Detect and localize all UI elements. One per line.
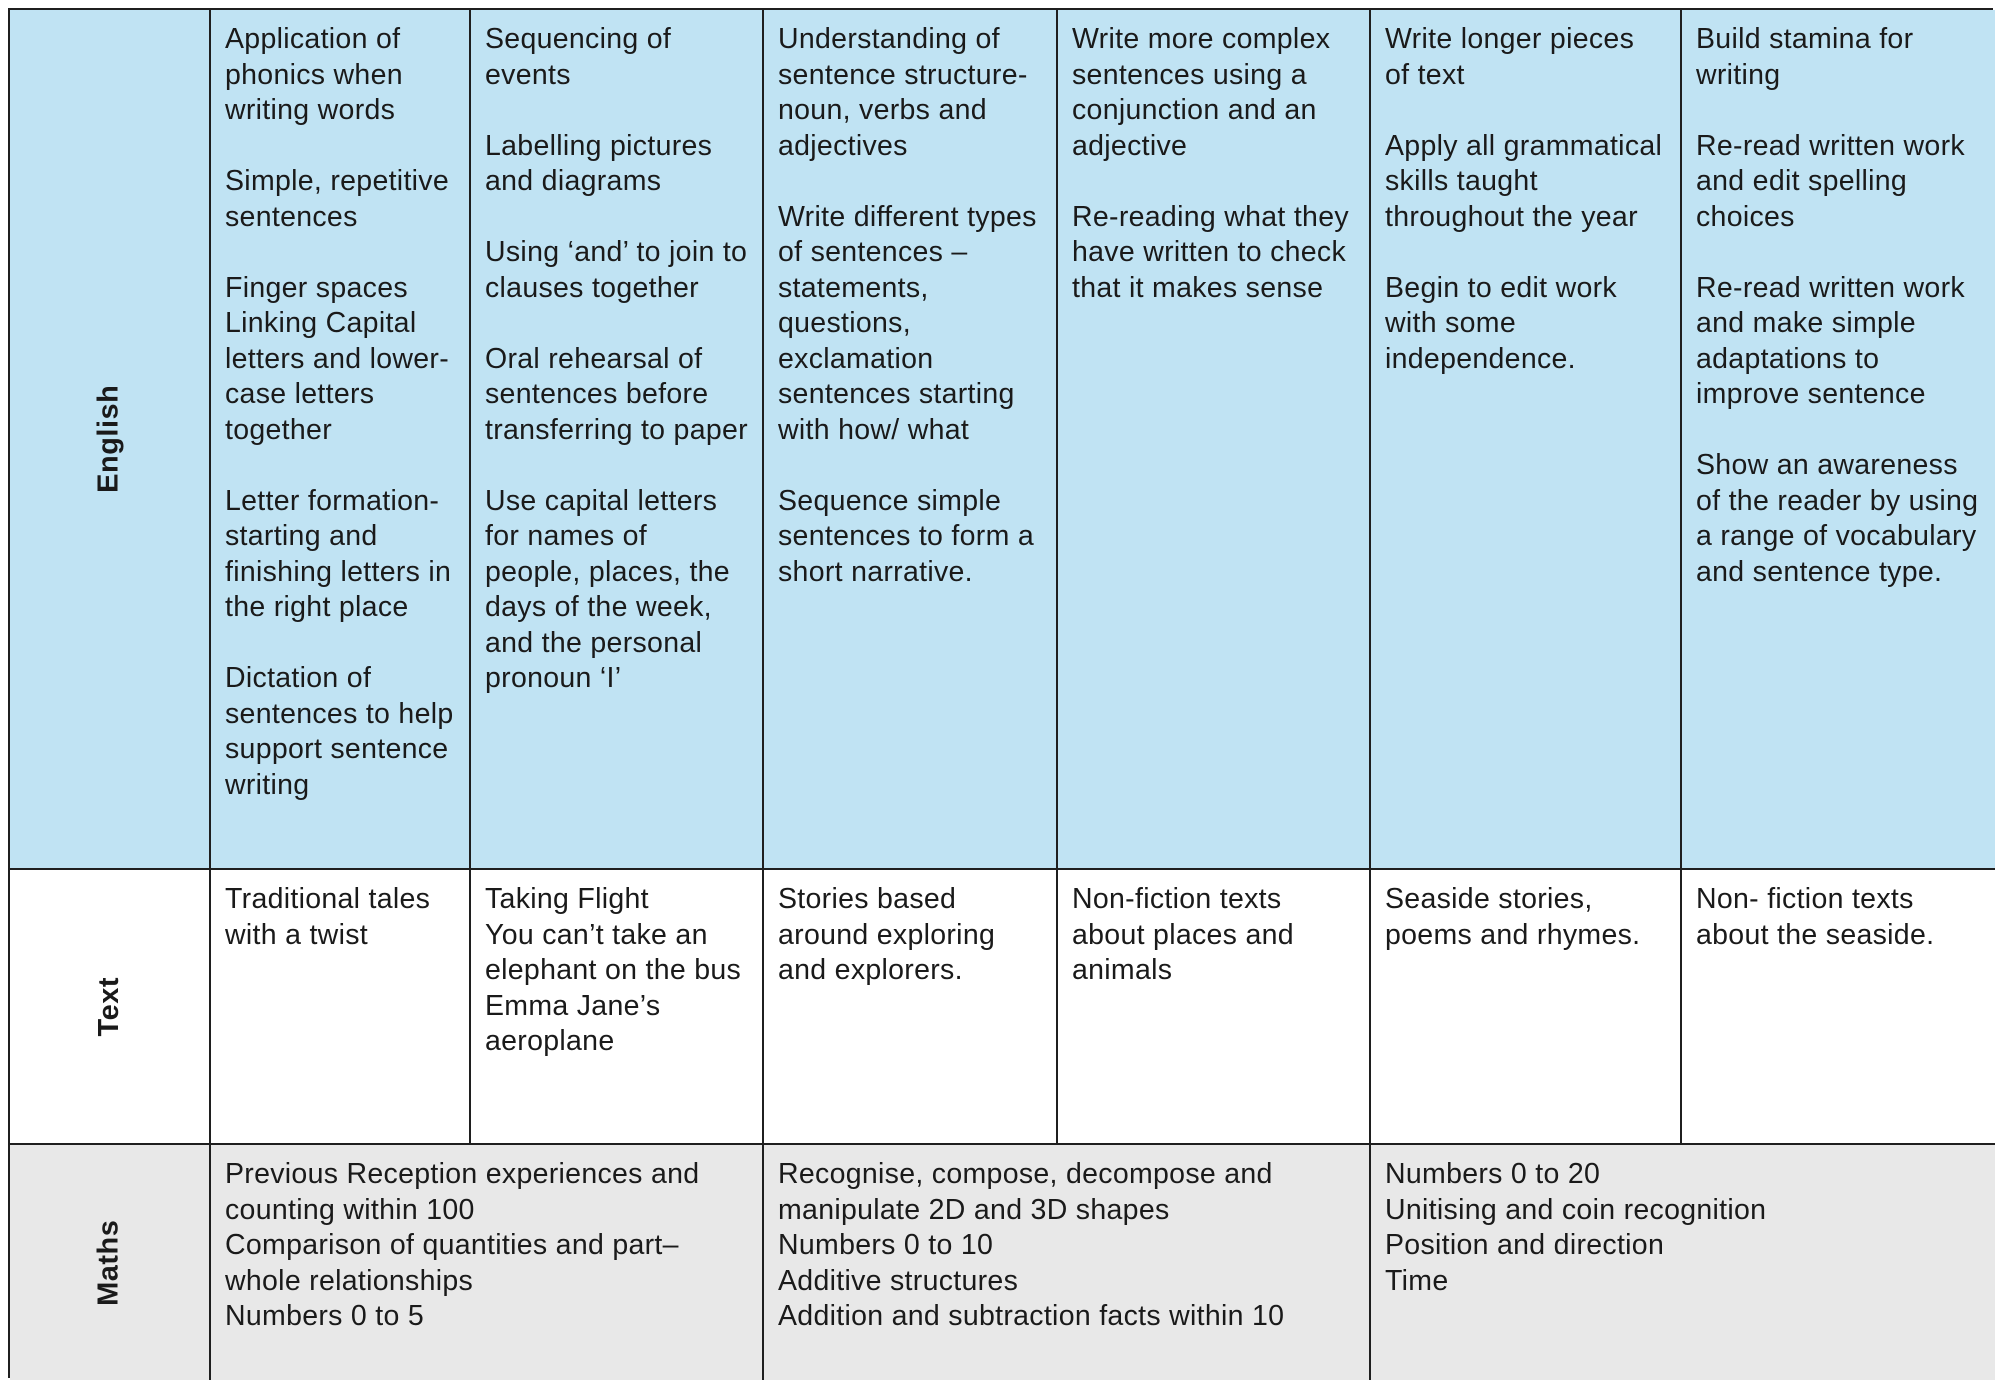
maths-cell-1-line-1: Previous Reception experiences and counting within 100	[225, 1158, 700, 1226]
english-cell-5	[1371, 10, 1682, 870]
row-label-text: Text	[92, 976, 125, 1037]
english-cell-1-para-2: Simple, repetitive sentences	[225, 165, 449, 233]
text-cell-6-line-1: Non- fiction texts about the seaside.	[1696, 883, 1935, 951]
english-cell-2-para-4: Oral rehearsal of sentences before transferring to paper	[485, 342, 748, 446]
maths-cell-2-line-3: Additive structures	[778, 1264, 1019, 1297]
maths-cell-3-line-2: Unitising and coin recognition	[1385, 1193, 1767, 1226]
maths-cell-2-line-4: Addition and subtraction facts within 10	[778, 1300, 1285, 1332]
english-cell-1-para-3: Finger spaces Linking Capital letters and lower-case letters together	[225, 271, 449, 446]
english-cell-4-para-2: Re-reading what they have written to check that it makes sense	[1072, 200, 1349, 304]
text-cell-4-line-1: Non-fiction texts about places and animals	[1072, 883, 1294, 986]
maths-cell-1	[211, 1145, 764, 1380]
text-cell-2-line-3: Emma Jane’s aeroplane	[485, 989, 661, 1057]
maths-cell-1-line-3: Numbers 0 to 5	[225, 1300, 425, 1332]
english-cell-5-para-3: Begin to edit work with some independence.	[1385, 271, 1617, 375]
row-label-english	[10, 10, 211, 870]
maths-cell-3-line-3: Position and direction	[1385, 1229, 1665, 1261]
english-cell-1-para-5: Dictation of sentences to help support sentence writing	[225, 662, 454, 801]
english-cell-1	[211, 10, 471, 870]
text-cell-6	[1682, 870, 1995, 1145]
english-cell-2	[471, 10, 764, 870]
row-label-text: Maths	[92, 1219, 125, 1306]
row-label-maths	[10, 1145, 211, 1380]
maths-cell-1-line-2: Comparison of quantities and part–whole relationships	[225, 1229, 679, 1297]
english-cell-3-para-2: Write different types of sentences – statements, questions, exclamation sentences starting with how/ what	[778, 200, 1037, 446]
text-cell-4	[1058, 870, 1371, 1145]
text-cell-3-line-1: Stories based around exploring and explorers.	[778, 883, 996, 986]
english-cell-1-para-4: Letter formation- starting and finishing letters in the right place	[225, 484, 452, 623]
english-cell-6-para-4: Show an awareness of the reader by using a range of vocabulary and sentence type.	[1696, 449, 1979, 588]
maths-cell-3-line-4: Time	[1385, 1264, 1449, 1297]
english-cell-6-para-3: Re-read written work and make simple adaptations to improve sentence	[1696, 271, 1965, 410]
text-cell-2	[471, 870, 764, 1145]
english-cell-6	[1682, 10, 1995, 870]
english-cell-5-para-1: Write longer pieces of text	[1385, 23, 1635, 91]
english-cell-5-para-2: Apply all grammatical skills taught throughout the year	[1385, 129, 1663, 233]
row-label-text: English	[92, 384, 125, 494]
english-cell-3-para-1: Understanding of sentence structure- noun, verbs and adjectives	[778, 23, 1028, 162]
maths-cell-2-line-2: Numbers 0 to 10	[778, 1229, 994, 1261]
text-cell-2-line-2: You can’t take an elephant on the bus	[485, 918, 742, 986]
english-cell-2-para-5: Use capital letters for names of people, places, the days of the week, and the personal pronoun ‘I’	[485, 484, 730, 694]
maths-cell-2	[764, 1145, 1371, 1380]
text-cell-2-line-1: Taking Flight	[485, 883, 649, 915]
english-cell-6-para-1: Build stamina for writing	[1696, 23, 1914, 91]
maths-cell-3	[1371, 1145, 1995, 1380]
curriculum-table	[8, 8, 1993, 1378]
text-cell-1-line-1: Traditional tales with a twist	[225, 883, 431, 951]
english-cell-6-para-2: Re-read written work and edit spelling choices	[1696, 129, 1965, 233]
english-cell-3-para-3: Sequence simple sentences to form a short narrative.	[778, 484, 1034, 588]
english-cell-2-para-3: Using ‘and’ to join to clauses together	[485, 236, 748, 304]
text-cell-3	[764, 870, 1058, 1145]
maths-cell-2-line-1: Recognise, compose, decompose and manipulate 2D and 3D shapes	[778, 1158, 1273, 1226]
maths-cell-3-line-1: Numbers 0 to 20	[1385, 1158, 1601, 1190]
text-cell-5	[1371, 870, 1682, 1145]
english-cell-2-para-2: Labelling pictures and diagrams	[485, 129, 713, 197]
english-cell-3	[764, 10, 1058, 870]
english-cell-1-para-1: Application of phonics when writing words	[225, 23, 403, 126]
row-label-text-row	[10, 870, 211, 1145]
text-cell-5-line-1: Seaside stories, poems and rhymes.	[1385, 883, 1641, 951]
english-cell-2-para-1: Sequencing of events	[485, 23, 672, 91]
english-cell-4-para-1: Write more complex sentences using a conjunction and an adjective	[1072, 23, 1331, 162]
english-cell-4	[1058, 10, 1371, 870]
text-cell-1	[211, 870, 471, 1145]
